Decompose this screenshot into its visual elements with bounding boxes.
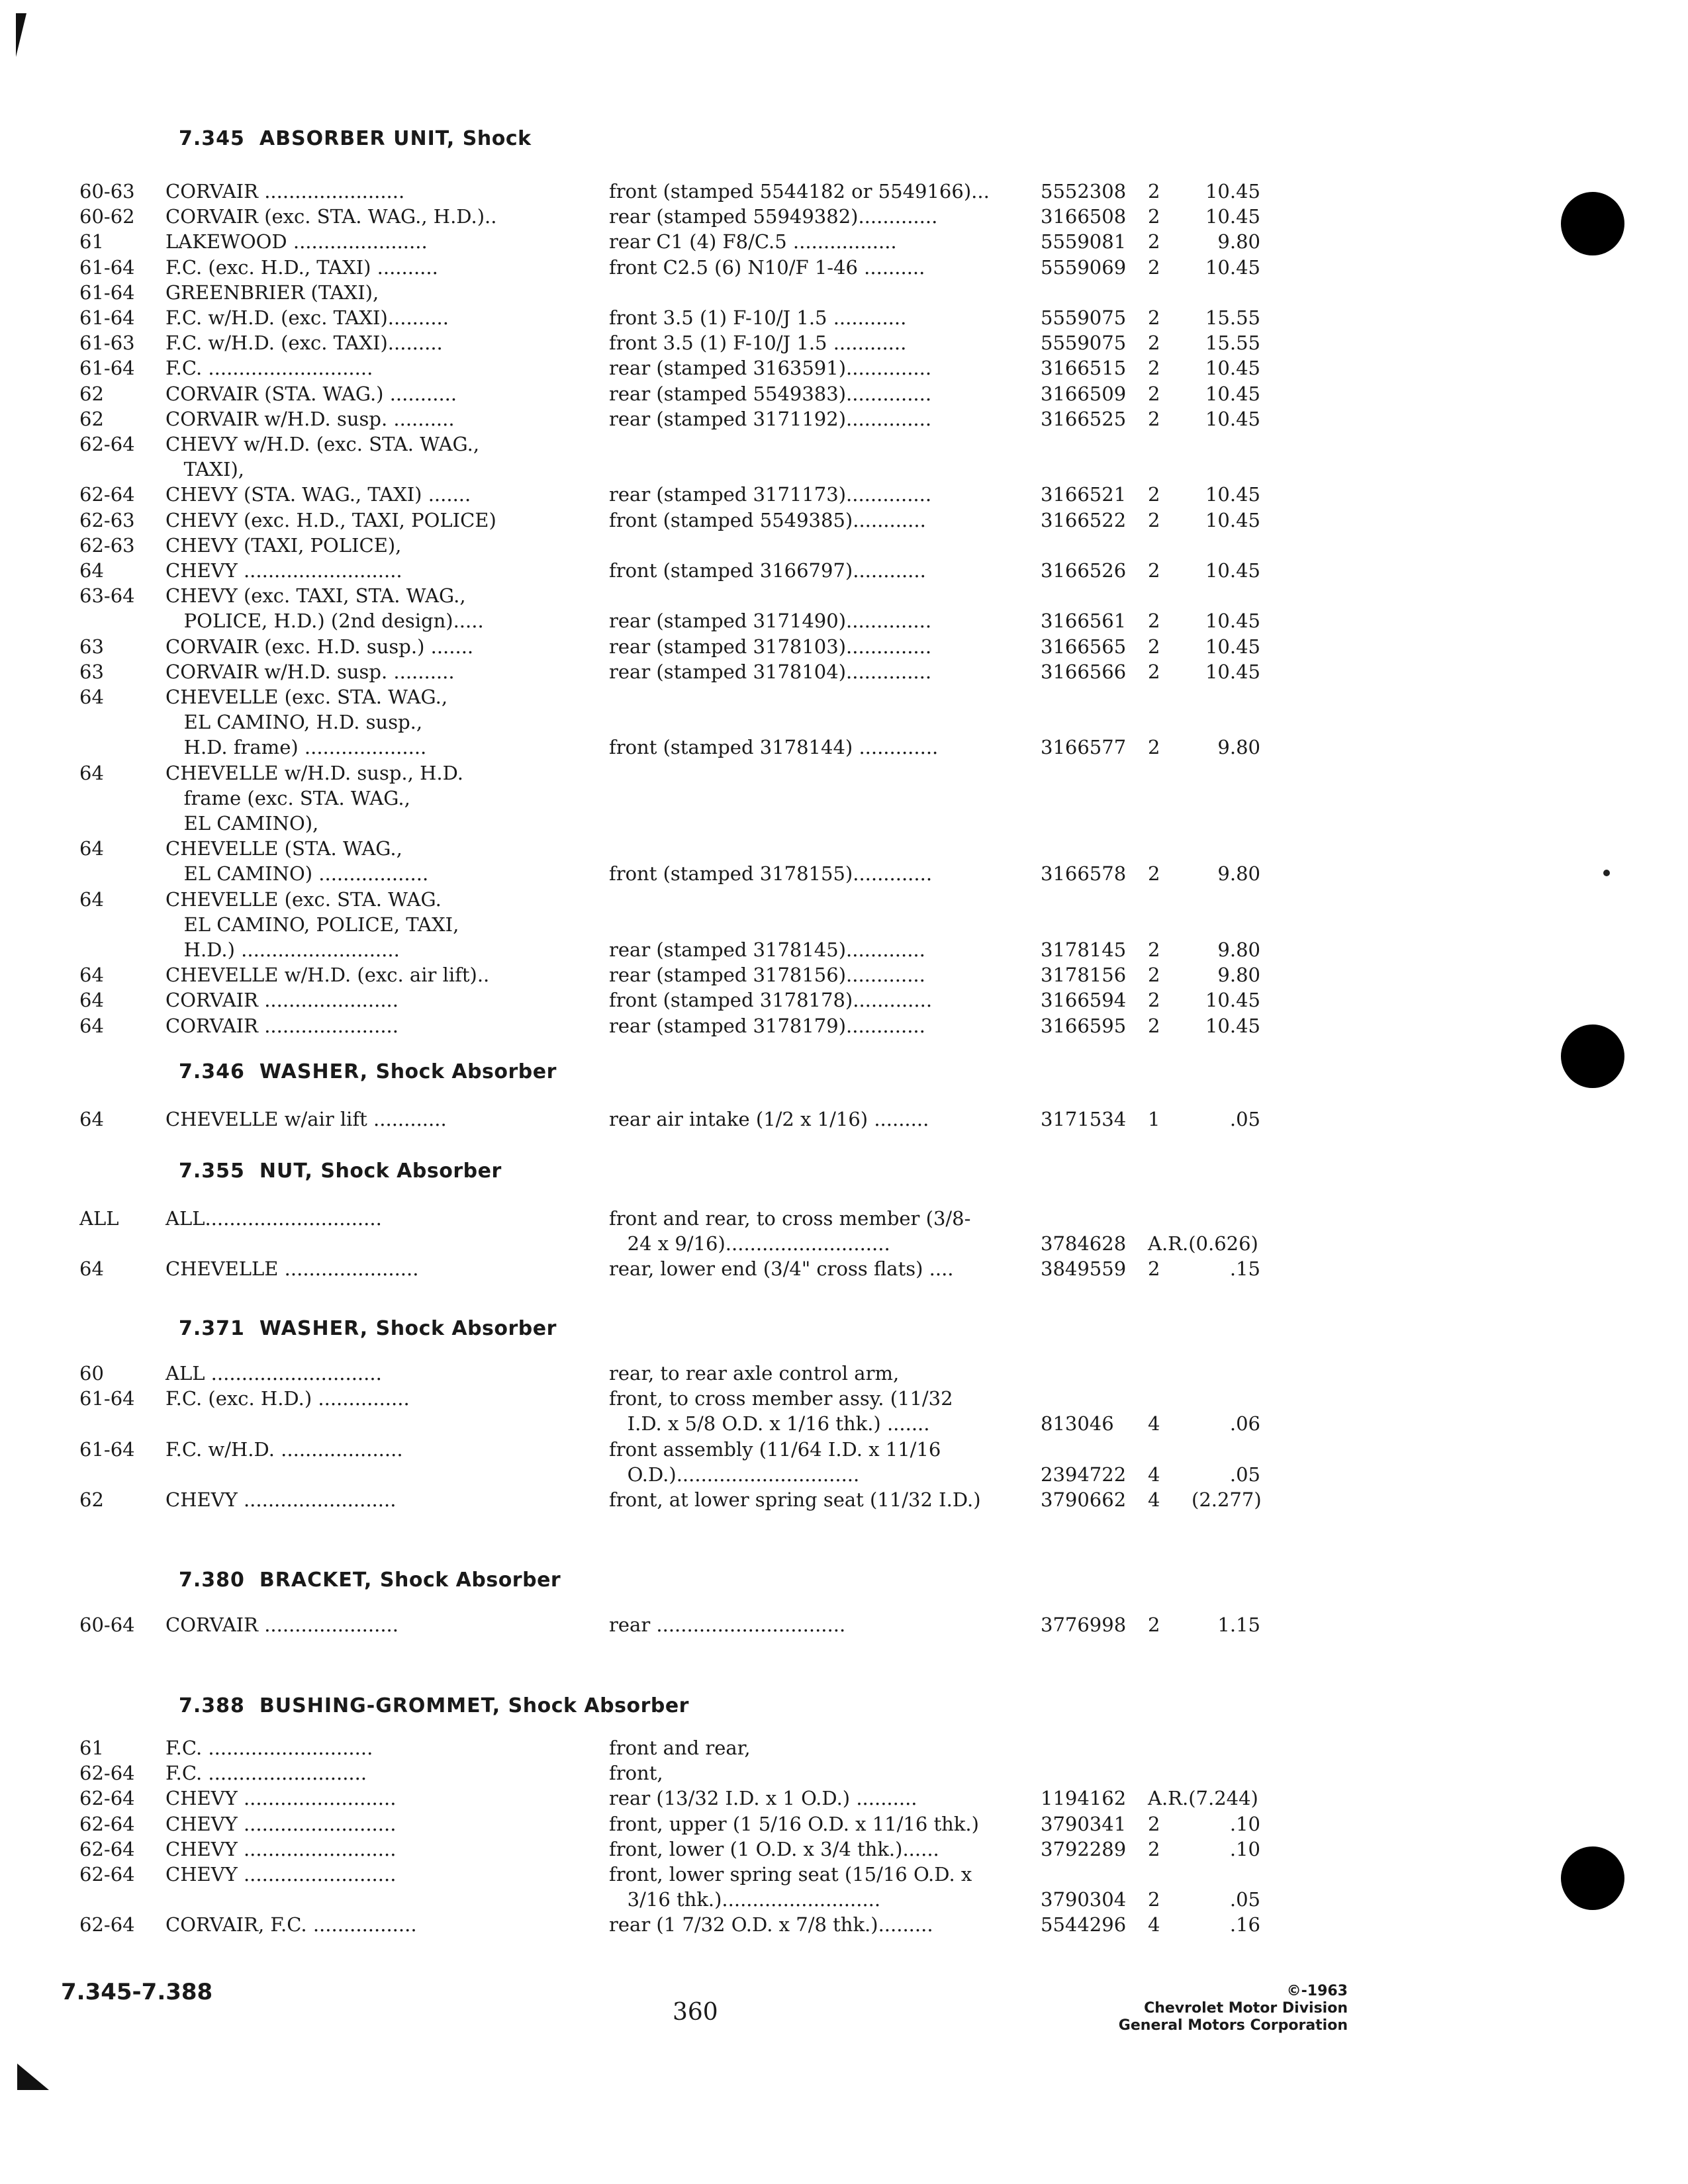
quantity: 2 (1148, 964, 1160, 986)
model-year: 62 (79, 408, 104, 430)
model-year: 62 (79, 383, 104, 405)
unit-price: 10.45 (1205, 509, 1260, 531)
unit-price: 10.45 (1205, 408, 1260, 430)
part-number: 3166561 (1041, 610, 1127, 632)
model-name: EL CAMINO), (165, 812, 319, 835)
model-year: 64 (79, 559, 104, 582)
model-name: EL CAMINO, POLICE, TAXI, (165, 913, 459, 936)
unit-price: .06 (1229, 1412, 1260, 1435)
part-description: O.D.).............................. (609, 1463, 860, 1486)
quantity: 1 (1148, 1108, 1160, 1130)
section-number: 7.355 (179, 1160, 245, 1183)
section-title: WASHER, (259, 1317, 369, 1340)
unit-price: 10.45 (1205, 256, 1260, 279)
part-number: 5559075 (1041, 306, 1127, 329)
model-name: H.D. frame) .................... (165, 736, 427, 758)
unit-price: .05 (1229, 1108, 1260, 1130)
part-description: front (stamped 5544182 or 5549166)... (609, 180, 990, 203)
unit-price: 10.45 (1205, 205, 1260, 228)
quantity: 2 (1148, 862, 1160, 885)
part-description: rear (stamped 3171192).............. (609, 408, 932, 430)
part-number: 3171534 (1041, 1108, 1127, 1130)
model-year: 61-64 (79, 306, 135, 329)
part-number: 3166595 (1041, 1015, 1127, 1037)
quantity: 2 (1148, 383, 1160, 405)
model-name: CORVAIR ....................... (165, 180, 405, 203)
section-subtitle: Shock Absorber (320, 1160, 502, 1183)
model-name: F.C. .......................... (165, 1762, 367, 1784)
quantity: 2 (1148, 1838, 1160, 1860)
part-number: 5552308 (1041, 180, 1127, 203)
part-description: front (stamped 3178178)............. (609, 989, 933, 1011)
part-description: rear air intake (1/2 x 1/16) ......... (609, 1108, 929, 1130)
quantity: 2 (1148, 610, 1160, 632)
model-year: 61-64 (79, 281, 135, 304)
model-name: F.C. (exc. H.D., TAXI) .......... (165, 256, 438, 279)
unit-price: 10.45 (1205, 357, 1260, 379)
unit-price: 10.45 (1205, 383, 1260, 405)
part-description: front C2.5 (6) N10/F 1-46 .......... (609, 256, 925, 279)
part-number: 3166577 (1041, 736, 1127, 758)
model-name: LAKEWOOD ...................... (165, 230, 428, 253)
quantity: 2 (1148, 256, 1160, 279)
unit-price: .15 (1229, 1257, 1260, 1280)
part-description: front 3.5 (1) F-10/J 1.5 ............ (609, 306, 907, 329)
punch-hole-middle (1561, 1024, 1624, 1088)
part-description: rear (13/32 I.D. x 1 O.D.) .......... (609, 1787, 917, 1809)
model-year: 61-64 (79, 1438, 135, 1461)
part-number: 3166508 (1041, 205, 1127, 228)
section-title: BRACKET, (259, 1569, 373, 1592)
part-description: 24 x 9/16)........................... (609, 1232, 890, 1255)
part-description: rear (stamped 3178179)............. (609, 1015, 925, 1037)
model-name: CHEVY w/H.D. (exc. STA. WAG., (165, 433, 480, 455)
unit-price: 10.45 (1205, 989, 1260, 1011)
unit-price: .16 (1229, 1913, 1260, 1936)
unit-price: 15.55 (1205, 306, 1260, 329)
quantity: 2 (1148, 230, 1160, 253)
quantity: 2 (1148, 306, 1160, 329)
model-name: CORVAIR ...................... (165, 1614, 399, 1636)
section-subtitle: Shock (462, 127, 532, 150)
section-number: 7.371 (179, 1317, 245, 1340)
part-number: 2394722 (1041, 1463, 1127, 1486)
unit-price: 10.45 (1205, 635, 1260, 658)
part-description: front and rear, to cross member (3/8- (609, 1207, 971, 1230)
section-title: BUSHING-GROMMET, (259, 1694, 501, 1717)
quantity: 2 (1148, 736, 1160, 758)
part-number: 3166594 (1041, 989, 1127, 1011)
model-name: CHEVY ......................... (165, 1838, 397, 1860)
model-name: CORVAIR w/H.D. susp. .......... (165, 408, 455, 430)
model-year: 64 (79, 837, 104, 860)
model-year: 63-64 (79, 584, 135, 607)
quantity: 2 (1148, 509, 1160, 531)
model-year: 61-64 (79, 256, 135, 279)
quantity: A.R.(0.626) (1148, 1232, 1258, 1255)
part-description: front (stamped 3178144) ............. (609, 736, 939, 758)
model-name: CHEVY (exc. TAXI, STA. WAG., (165, 584, 466, 607)
unit-price: (2.277) (1192, 1488, 1262, 1511)
part-number: 3166521 (1041, 483, 1127, 506)
part-number: 1194162 (1041, 1787, 1127, 1809)
part-number: 5559081 (1041, 230, 1127, 253)
model-name: frame (exc. STA. WAG., (165, 787, 410, 809)
quantity: 2 (1148, 635, 1160, 658)
unit-price: 1.15 (1217, 1614, 1260, 1636)
model-name: CHEVY (TAXI, POLICE), (165, 534, 402, 557)
quantity: 2 (1148, 1813, 1160, 1835)
model-name: CHEVELLE ...................... (165, 1257, 419, 1280)
model-name: ALL............................. (165, 1207, 382, 1230)
part-description: front (stamped 3178155)............. (609, 862, 933, 885)
quantity: 2 (1148, 559, 1160, 582)
quantity: 2 (1148, 1888, 1160, 1911)
part-description: I.D. x 5/8 O.D. x 1/16 thk.) ....... (609, 1412, 930, 1435)
model-year: 61-64 (79, 357, 135, 379)
model-name: CORVAIR ...................... (165, 989, 399, 1011)
model-name: CHEVELLE (exc. STA. WAG. (165, 888, 442, 911)
model-name: CHEVELLE (exc. STA. WAG., (165, 686, 448, 708)
model-name: CHEVY ......................... (165, 1488, 397, 1511)
model-name: CORVAIR (STA. WAG.) ........... (165, 383, 457, 405)
model-year: 62-63 (79, 509, 135, 531)
punch-hole-top (1561, 192, 1624, 255)
model-year: 62-64 (79, 483, 135, 506)
scan-speck (1603, 870, 1610, 876)
section-heading (179, 1694, 689, 1717)
page-range: 7.345-7.388 (61, 1979, 213, 2005)
model-name: CORVAIR (exc. STA. WAG., H.D.).. (165, 205, 497, 228)
model-year: 63 (79, 660, 104, 683)
part-number: 3792289 (1041, 1838, 1127, 1860)
part-description: rear, to rear axle control arm, (609, 1362, 900, 1385)
part-number: 5544296 (1041, 1913, 1127, 1936)
model-year: 62-64 (79, 433, 135, 455)
section-number: 7.346 (179, 1060, 245, 1083)
part-description: front (stamped 3166797)............ (609, 559, 926, 582)
quantity: 2 (1148, 660, 1160, 683)
unit-price: 9.80 (1217, 964, 1260, 986)
page-number: 360 (673, 1999, 718, 2026)
part-number: 3166565 (1041, 635, 1127, 658)
part-description: rear (stamped 5549383).............. (609, 383, 932, 405)
part-description: rear (stamped 3178156)............. (609, 964, 925, 986)
quantity: A.R.(7.244) (1148, 1787, 1258, 1809)
unit-price: 10.45 (1205, 610, 1260, 632)
quantity: 2 (1148, 357, 1160, 379)
model-year: ALL (79, 1207, 119, 1230)
part-description: rear (stamped 3171173).............. (609, 483, 932, 506)
model-name: CORVAIR ...................... (165, 1015, 399, 1037)
model-year: 60-64 (79, 1614, 135, 1636)
unit-price: 10.45 (1205, 180, 1260, 203)
quantity: 2 (1148, 408, 1160, 430)
part-description: front (stamped 5549385)............ (609, 509, 926, 531)
part-number: 5559069 (1041, 256, 1127, 279)
section-heading (179, 127, 532, 150)
quantity: 2 (1148, 938, 1160, 961)
part-description: rear, lower end (3/4" cross flats) .... (609, 1257, 954, 1280)
section-heading (179, 1317, 557, 1340)
model-year: 62-64 (79, 1913, 135, 1936)
model-year: 64 (79, 762, 104, 784)
model-year: 64 (79, 1257, 104, 1280)
quantity: 4 (1148, 1913, 1160, 1936)
model-name: F.C. w/H.D. (exc. TAXI).......... (165, 306, 449, 329)
copyright-block (1119, 1983, 1348, 2034)
model-name: CHEVELLE w/H.D. (exc. air lift).. (165, 964, 490, 986)
division-name: Chevrolet Motor Division (1144, 2000, 1348, 2017)
part-number: 3166526 (1041, 559, 1127, 582)
quantity: 2 (1148, 332, 1160, 354)
part-description: 3/16 thk.).......................... (609, 1888, 881, 1911)
model-year: 63 (79, 635, 104, 658)
unit-price: 15.55 (1205, 332, 1260, 354)
quantity: 2 (1148, 1015, 1160, 1037)
model-year: 61 (79, 1737, 104, 1759)
section-number: 7.380 (179, 1569, 245, 1592)
part-number: 3776998 (1041, 1614, 1127, 1636)
unit-price: .05 (1229, 1463, 1260, 1486)
model-name: F.C. w/H.D. (exc. TAXI)......... (165, 332, 443, 354)
model-name: TAXI), (165, 458, 244, 480)
model-name: CHEVELLE w/air lift ............ (165, 1108, 447, 1130)
model-name: CORVAIR, F.C. ................. (165, 1913, 417, 1936)
part-description: front, lower spring seat (15/16 O.D. x (609, 1863, 972, 1886)
model-year: 62-64 (79, 1762, 135, 1784)
part-number: 3166525 (1041, 408, 1127, 430)
quantity: 2 (1148, 1257, 1160, 1280)
unit-price: 9.80 (1217, 862, 1260, 885)
part-description: front 3.5 (1) F-10/J 1.5 ............ (609, 332, 907, 354)
model-year: 61-63 (79, 332, 135, 354)
part-description: front, lower (1 O.D. x 3/4 thk.)...... (609, 1838, 939, 1860)
model-year: 62-63 (79, 534, 135, 557)
section-subtitle: Shock Absorber (375, 1317, 557, 1340)
section-subtitle: Shock Absorber (508, 1694, 689, 1717)
quantity: 2 (1148, 180, 1160, 203)
quantity: 2 (1148, 205, 1160, 228)
model-name: CHEVELLE w/H.D. susp., H.D. (165, 762, 464, 784)
part-number: 3790341 (1041, 1813, 1127, 1835)
part-description: front, at lower spring seat (11/32 I.D.) (609, 1488, 981, 1511)
model-year: 64 (79, 1015, 104, 1037)
part-description: rear (1 7/32 O.D. x 7/8 thk.)......... (609, 1913, 933, 1936)
model-year: 64 (79, 1108, 104, 1130)
part-description: front and rear, (609, 1737, 751, 1759)
section-title: NUT, (259, 1160, 313, 1183)
section-heading (179, 1160, 502, 1183)
copyright-year: ©-1963 (1286, 1983, 1348, 1999)
unit-price: 9.80 (1217, 230, 1260, 253)
unit-price: .05 (1229, 1888, 1260, 1911)
model-year: 64 (79, 964, 104, 986)
part-number: 3849559 (1041, 1257, 1127, 1280)
model-name: F.C. ........................... (165, 357, 373, 379)
part-description: rear (stamped 3178104).............. (609, 660, 932, 683)
part-number: 5559075 (1041, 332, 1127, 354)
part-description: rear (stamped 3163591).............. (609, 357, 932, 379)
section-heading (179, 1060, 557, 1083)
section-number: 7.388 (179, 1694, 245, 1717)
part-description: rear (stamped 3171490).............. (609, 610, 932, 632)
model-name: EL CAMINO, H.D. susp., (165, 711, 423, 733)
model-year: 62-64 (79, 1838, 135, 1860)
quantity: 4 (1148, 1463, 1160, 1486)
model-year: 64 (79, 888, 104, 911)
model-year: 60 (79, 1362, 104, 1385)
model-name: CHEVY ......................... (165, 1863, 397, 1886)
model-name: CHEVY (exc. H.D., TAXI, POLICE) (165, 509, 496, 531)
part-number: 813046 (1041, 1412, 1114, 1435)
unit-price: 10.45 (1205, 660, 1260, 683)
part-description: front assembly (11/64 I.D. x 11/16 (609, 1438, 941, 1461)
model-name: POLICE, H.D.) (2nd design)..... (165, 610, 484, 632)
quantity: 4 (1148, 1488, 1160, 1511)
model-name: GREENBRIER (TAXI), (165, 281, 379, 304)
section-heading (179, 1569, 561, 1592)
model-name: CHEVY .......................... (165, 559, 402, 582)
corner-crop-mark-bottom (17, 2064, 49, 2090)
model-name: CHEVELLE (STA. WAG., (165, 837, 402, 860)
model-name: F.C. (exc. H.D.) ............... (165, 1387, 410, 1410)
part-number: 3790304 (1041, 1888, 1127, 1911)
unit-price: 9.80 (1217, 938, 1260, 961)
section-number: 7.345 (179, 127, 245, 150)
part-number: 3178156 (1041, 964, 1127, 986)
model-year: 61 (79, 230, 104, 253)
part-description: front, upper (1 5/16 O.D. x 11/16 thk.) (609, 1813, 979, 1835)
section-subtitle: Shock Absorber (379, 1569, 561, 1592)
part-description: rear (stamped 55949382)............. (609, 205, 938, 228)
model-year: 62-64 (79, 1813, 135, 1835)
part-number: 3784628 (1041, 1232, 1127, 1255)
section-subtitle: Shock Absorber (375, 1060, 557, 1083)
model-name: CHEVY ......................... (165, 1813, 397, 1835)
part-number: 3166578 (1041, 862, 1127, 885)
unit-price: .10 (1229, 1813, 1260, 1835)
section-title: WASHER, (259, 1060, 369, 1083)
quantity: 2 (1148, 1614, 1160, 1636)
part-number: 3166509 (1041, 383, 1127, 405)
part-number: 3178145 (1041, 938, 1127, 961)
corner-crop-mark-top (16, 13, 26, 57)
part-number: 3166515 (1041, 357, 1127, 379)
model-name: CHEVY (STA. WAG., TAXI) ....... (165, 483, 471, 506)
model-name: CHEVY ......................... (165, 1787, 397, 1809)
quantity: 2 (1148, 483, 1160, 506)
model-name: CORVAIR w/H.D. susp. .......... (165, 660, 455, 683)
model-year: 64 (79, 989, 104, 1011)
part-number: 3790662 (1041, 1488, 1127, 1511)
part-description: front, to cross member assy. (11/32 (609, 1387, 953, 1410)
corporation-name: General Motors Corporation (1118, 2017, 1348, 2034)
punch-hole-bottom (1561, 1846, 1624, 1910)
model-year: 61-64 (79, 1387, 135, 1410)
model-name: ALL ............................ (165, 1362, 382, 1385)
quantity: 4 (1148, 1412, 1160, 1435)
model-name: CORVAIR (exc. H.D. susp.) ....... (165, 635, 474, 658)
model-year: 62-64 (79, 1787, 135, 1809)
model-year: 62-64 (79, 1863, 135, 1886)
model-name: F.C. w/H.D. .................... (165, 1438, 403, 1461)
model-year: 60-62 (79, 205, 135, 228)
model-name: F.C. ........................... (165, 1737, 373, 1759)
part-description: front, (609, 1762, 663, 1784)
part-number: 3166566 (1041, 660, 1127, 683)
model-name: EL CAMINO) .................. (165, 862, 429, 885)
model-year: 64 (79, 686, 104, 708)
model-year: 62 (79, 1488, 104, 1511)
part-description: rear C1 (4) F8/C.5 ................. (609, 230, 897, 253)
part-description: rear (stamped 3178145)............. (609, 938, 925, 961)
part-description: rear (stamped 3178103).............. (609, 635, 932, 658)
unit-price: 10.45 (1205, 559, 1260, 582)
unit-price: 10.45 (1205, 483, 1260, 506)
unit-price: .10 (1229, 1838, 1260, 1860)
unit-price: 9.80 (1217, 736, 1260, 758)
model-name: H.D.) .......................... (165, 938, 400, 961)
section-title: ABSORBER UNIT, (259, 127, 455, 150)
quantity: 2 (1148, 989, 1160, 1011)
unit-price: 10.45 (1205, 1015, 1260, 1037)
part-description: rear ............................... (609, 1614, 846, 1636)
model-year: 60-63 (79, 180, 135, 203)
part-number: 3166522 (1041, 509, 1127, 531)
